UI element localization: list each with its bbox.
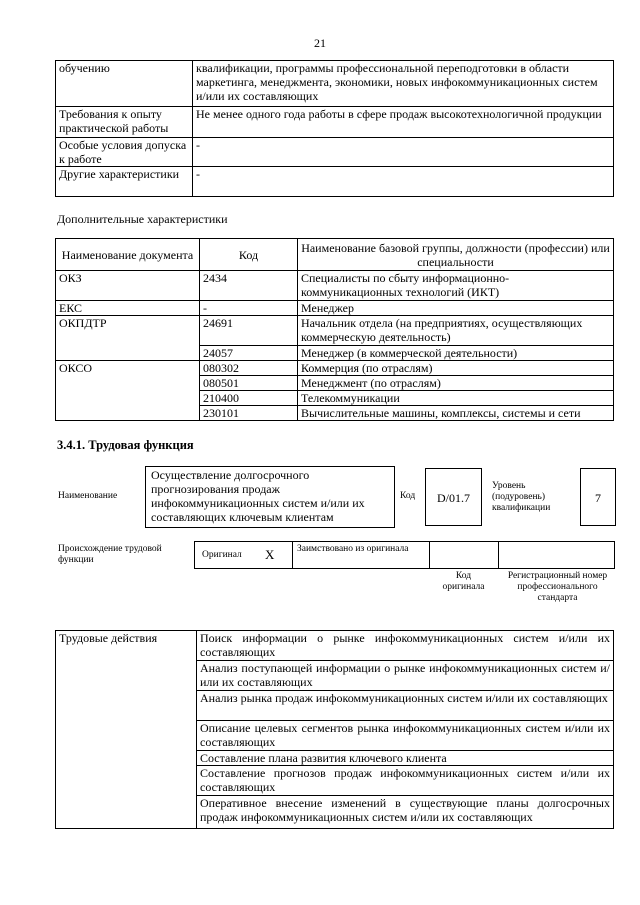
original-cell — [194, 541, 293, 569]
row-value: квалификации, программы профессиональной переподготовки в области маркетинга, менеджмента, экономики, новых инфокоммуникационных систем и/или их составляющих — [193, 61, 614, 107]
additional-heading: Дополнительные характеристики — [57, 212, 228, 226]
original-label: Оригинал — [202, 550, 242, 560]
reg-number-cell — [498, 541, 615, 569]
row-label: Особые условия допуска к работе — [56, 138, 193, 167]
action-item: Анализ поступающей информации о рынке инфокоммуникационных систем и/или их составляющих — [197, 661, 614, 691]
level-box — [580, 468, 616, 526]
page-number: 21 — [314, 36, 326, 50]
cell-code: 24691 — [200, 316, 298, 346]
table-header-row — [56, 239, 614, 271]
col-header-doc: Наименование документа — [56, 239, 200, 271]
cell-code: 080501 — [200, 376, 298, 391]
function-name-value: Осуществление долгосрочного прогнозирования продаж инфокоммуникационных систем и/или их составляющих ключевым клиентам — [151, 468, 365, 524]
code-original-cell — [429, 541, 499, 569]
action-item: Составление прогнозов продаж инфокоммуникационных систем и/или их составляющих — [197, 766, 614, 796]
action-item: Поиск информации о рынке инфокоммуникационных систем и/или их составляющих — [197, 631, 614, 661]
level-label: Уровень (подуровень) квалификации — [492, 481, 551, 513]
col-header-name: Наименование базовой группы, должности (профессии) или специальности — [298, 239, 614, 271]
code-original-label: Код оригинала — [442, 571, 485, 592]
col-header-code: Код — [200, 239, 298, 271]
cell-name: Менеджер (в коммерческой деятельности) — [298, 346, 614, 361]
origin-label: Происхождение трудовой функции — [58, 544, 162, 565]
cell-doc: ОКЗ — [56, 271, 200, 301]
table-row — [56, 361, 614, 376]
cell-code: 210400 — [200, 391, 298, 406]
row-label: Требования к опыту практической работы — [56, 107, 193, 138]
requirements-table — [55, 60, 614, 197]
cell-code: 2434 — [200, 271, 298, 301]
cell-name: Вычислительные машины, комплексы, системы и сети — [298, 406, 614, 421]
table-row — [56, 61, 614, 107]
cell-code: 230101 — [200, 406, 298, 421]
function-name-box — [145, 466, 395, 528]
cell-code: - — [200, 301, 298, 316]
table-row — [56, 107, 614, 138]
function-name-label: Наименование — [58, 491, 118, 501]
table-row — [56, 271, 614, 301]
borrowed-label: Заимствовано из оригинала — [297, 544, 409, 554]
row-value: Не менее одного года работы в сфере продаж высокотехнологичной продукции — [193, 107, 614, 138]
action-item: Описание целевых сегментов рынка инфокоммуникационных систем и/или их составляющих — [197, 721, 614, 751]
table-row — [56, 316, 614, 346]
cell-name: Менеджер — [298, 301, 614, 316]
code-box — [425, 468, 482, 526]
row-label: обучению — [56, 61, 193, 107]
additional-table — [55, 238, 614, 421]
original-mark: X — [265, 547, 275, 562]
reg-number-label: Регистрационный номер профессионального стандарта — [507, 571, 608, 603]
cell-code: 24057 — [200, 346, 298, 361]
borrowed-cell — [292, 541, 430, 569]
cell-name: Коммерция (по отраслям) — [298, 361, 614, 376]
cell-code: 080302 — [200, 361, 298, 376]
table-row — [56, 631, 614, 661]
code-label: Код — [400, 491, 416, 501]
cell-name: Менеджмент (по отраслям) — [298, 376, 614, 391]
function-heading: 3.4.1. Трудовая функция — [57, 438, 194, 452]
action-item: Оперативное внесение изменений в существующие планы долгосрочных продаж инфокоммуникационных систем и/или их составляющих — [197, 796, 614, 829]
cell-name: Начальник отдела (на предприятиях, осуществляющих коммерческую деятельность) — [298, 316, 614, 346]
row-label: Другие характеристики — [56, 167, 193, 197]
code-value: D/01.7 — [437, 491, 470, 505]
level-value: 7 — [595, 491, 601, 505]
row-value: - — [193, 167, 614, 197]
cell-doc: ОКСО — [56, 361, 200, 421]
cell-doc: ЕКС — [56, 301, 200, 316]
actions-table — [55, 630, 614, 829]
action-item: Составление плана развития ключевого клиента — [197, 751, 614, 766]
row-value: - — [193, 138, 614, 167]
cell-name: Телекоммуникации — [298, 391, 614, 406]
action-item: Анализ рынка продаж инфокоммуникационных систем и/или их составляющих — [197, 691, 614, 721]
table-row — [56, 301, 614, 316]
table-row — [56, 167, 614, 197]
cell-name: Специалисты по сбыту информационно-коммуникационных технологий (ИКТ) — [298, 271, 614, 301]
cell-doc: ОКПДТР — [56, 316, 200, 361]
actions-label: Трудовые действия — [56, 631, 197, 829]
table-row — [56, 138, 614, 167]
